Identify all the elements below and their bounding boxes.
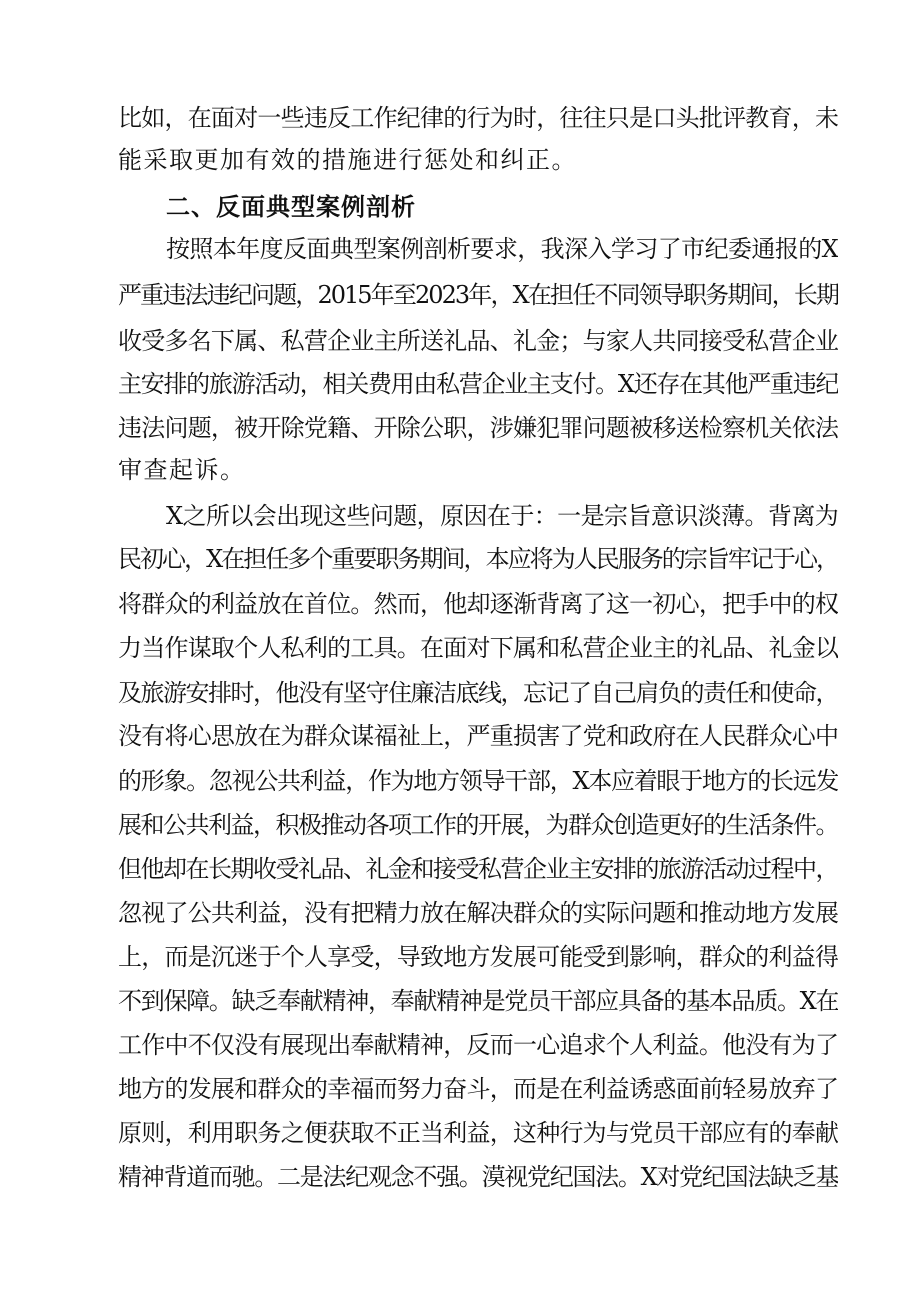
body-text-line: 违法问题，被开除党籍、开除公职，涉嫌犯罪问题被移送检察机关依法 [118,414,838,442]
body-text-line: 展和公共利益，积极推动各项工作的开展，为群众创造更好的生活条件。 [118,811,838,839]
body-text-line: 精神背道而驰。二是法纪观念不强。漠视党纪国法。X对党纪国法缺乏基 [118,1163,838,1191]
body-text-line: 严重违法违纪问题，2015年至2023年，X在担任不同领导职务期间，长期 [118,281,838,309]
body-text-line: 将群众的利益放在首位。然而，他却逐渐背离了这一初心，把手中的权 [118,590,838,618]
body-text-line: 主安排的旅游活动，相关费用由私营企业主支付。X还存在其他严重违纪 [118,370,838,398]
body-text-line: 及旅游安排时，他没有坚守住廉洁底线，忘记了自己肩负的责任和使命， [118,679,838,707]
body-text-line: 上，而是沉迷于个人享受，导致地方发展可能受到影响，群众的利益得 [118,943,838,971]
body-text-line: 民初心，X在担任多个重要职务期间，本应将为人民服务的宗旨牢记于心， [118,545,838,573]
body-text-line: 收受多名下属、私营企业主所送礼品、礼金；与家人共同接受私营企业 [118,327,838,355]
body-text-line: 没有将心思放在为群众谋福祉上，严重损害了党和政府在人民群众心中 [118,722,838,750]
body-text-line: 但他却在长期收受礼品、礼金和接受私营企业主安排的旅游活动过程中， [118,855,838,883]
body-text-line: 原则，利用职务之便获取不正当利益，这种行为与党员干部应有的奉献 [118,1119,838,1147]
body-text-line: X之所以会出现这些问题，原因在于：一是宗旨意识淡薄。背离为 [166,502,838,530]
body-text-line: 地方的发展和群众的幸福而努力奋斗，而是在利益诱惑面前轻易放弃了 [118,1075,838,1103]
body-text-line: 的形象。忽视公共利益，作为地方领导干部，X本应着眼于地方的长远发 [118,767,838,795]
body-text-line: 力当作谋取个人私利的工具。在面对下属和私营企业主的礼品、礼金以 [118,634,838,662]
body-text-line: 能采取更加有效的措施进行惩处和纠正。 [118,146,577,174]
body-text-line: 忽视了公共利益，没有把精力放在解决群众的实际问题和推动地方发展 [118,899,838,927]
body-text-line: 按照本年度反面典型案例剖析要求，我深入学习了市纪委通报的X [166,235,838,263]
section-heading: 二、反面典型案例剖析 [166,193,416,221]
body-text-line: 工作中不仅没有展现出奉献精神，反而一心追求个人利益。他没有为了 [118,1031,838,1059]
body-text-line: 不到保障。缺乏奉献精神，奉献精神是党员干部应具备的基本品质。X在 [118,987,838,1015]
body-text-line: 审查起诉。 [118,456,246,484]
body-text-line: 比如，在面对一些违反工作纪律的行为时，往往只是口头批评教育，未 [118,104,838,132]
